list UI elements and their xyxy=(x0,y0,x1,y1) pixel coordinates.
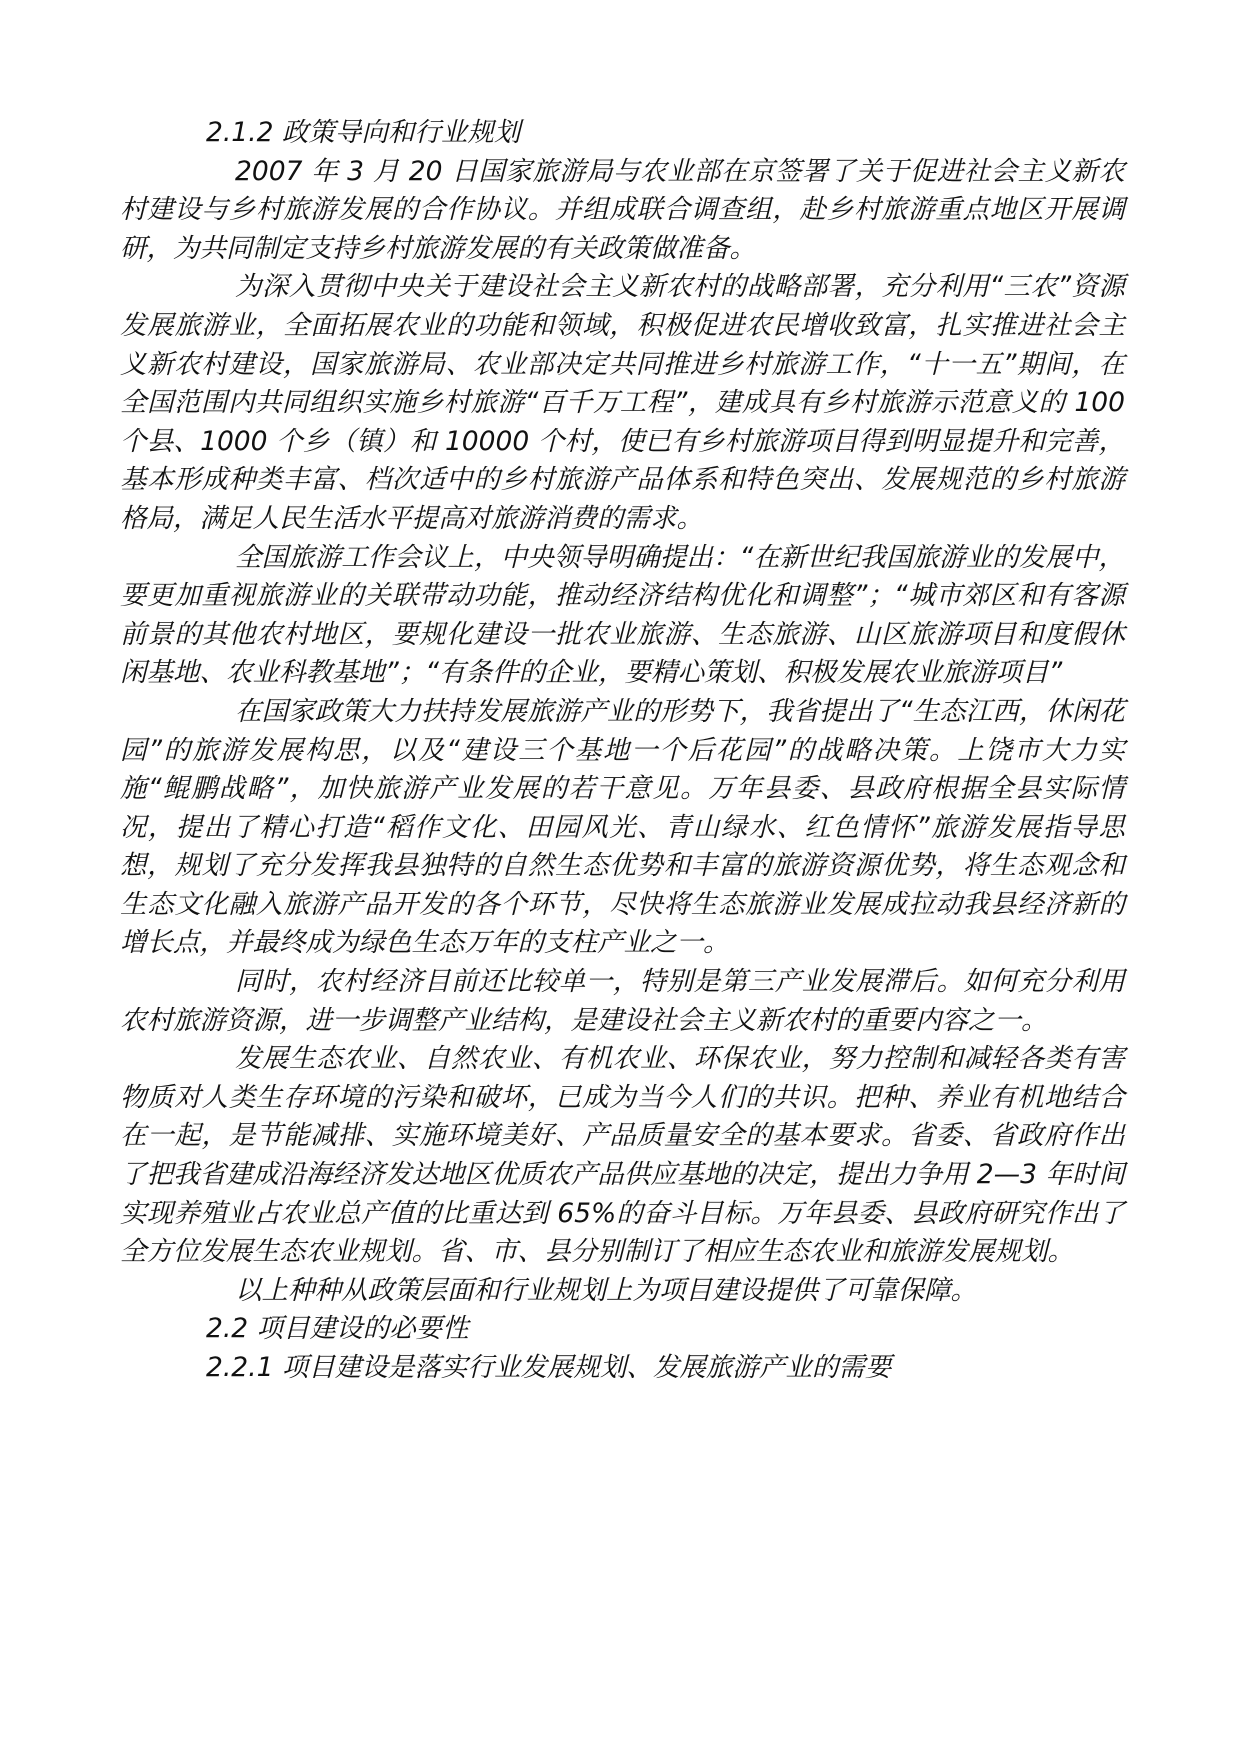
paragraph-national-conference: 全国旅游工作会议上，中央领导明确提出：“在新世纪我国旅游业的发展中，要更加重视旅游业的关联带动功能，推动经济结构优化和调整”；“城市郊区和有客源前景的其他农村地区，要规化建设一批农业旅游、生态旅游、山区旅游项目和度假休闲基地、农业科教基地”；“有条件的企业，要精心策划、积极发展农业旅游项目” xyxy=(120,541,1125,689)
paragraph-agreement: 2007 年 3 月 20 日国家旅游局与农业部在京签署了关于促进社会主义新农村建设与乡村旅游发展的合作协议。并组成联合调查组，赴乡村旅游重点地区开展调研，为共同制定支持乡村旅游发展的有关政策做准备。 xyxy=(120,155,1125,264)
paragraph-provincial-strategy: 在国家政策大力扶持发展旅游产业的形势下，我省提出了“生态江西，休闲花园”的旅游发展构思，以及“建设三个基地一个后花园”的战略决策。上饶市大力实施“鲲鹏战略”，加快旅游产业发展的若干意见。万年县委、县政府根据全县实际情况，提出了精心打造“稻作文化、田园风光、青山绿水、红色情怀”旅游发展指导思想，规划了充分发挥我县独特的自然生态优势和丰富的旅游资源优势，将生态观念和生态文化融入旅游产品开发的各个环节，尽快将生态旅游业发展成拉动我县经济新的增长点，并最终成为绿色生态万年的支柱产业之一。 xyxy=(120,695,1125,959)
section-heading-2-2: 2.2 项目建设的必要性 xyxy=(206,1313,469,1345)
paragraph-rural-tourism-project: 为深入贯彻中央关于建设社会主义新农村的战略部署，充分利用“三农”资源发展旅游业，全面拓展农业的功能和领域，积极促进农民增收致富，扎实推进社会主义新农村建设，国家旅游局、农业部决定共同推进乡村旅游工作，“十一五”期间，在全国范围内共同组织实施乡村旅游“百千万工程”，建成具有乡村旅游示范意义的 100 个县、1000 个乡（镇）和 10000 个村，使已有乡村旅游项目得到明显提升和完善，基本形成种类丰富、档次适中的乡村旅游产品体系和特色突出、发展规范的乡村旅游格局，满足人民生活水平提高对旅游消费的需求。 xyxy=(120,271,1125,534)
paragraph-policy-summary: 以上种种从政策层面和行业规划上为项目建设提供了可靠保障。 xyxy=(235,1274,977,1306)
section-heading-2-1-2: 2.1.2 政策导向和行业规划 xyxy=(206,117,521,148)
section-heading-2-2-1: 2.2.1 项目建设是落实行业发展规划、发展旅游产业的需要 xyxy=(206,1352,892,1383)
document-page xyxy=(120,114,1125,1388)
paragraph-ecological-agriculture: 发展生态农业、自然农业、有机农业、环保农业，努力控制和减轻各类有害物质对人类生存环境的污染和破坏，已成为当今人们的共识。把种、养业有机地结合在一起，是节能减排、实施环境美好、产品质量安全的基本要求。省委、省政府作出了把我省建成沿海经济发达地区优质农产品供应基地的决定，提出力争用 2—3 年时间实现养殖业占农业总产值的比重达到 65%的奋斗目标。万年县委、县政府研究作出了全方位发展生态农业规划。省、市、县分别制订了相应生态农业和旅游发展规划。 xyxy=(120,1043,1125,1268)
paragraph-rural-economy: 同时，农村经济目前还比较单一，特别是第三产业发展滞后。如何充分利用农村旅游资源，进一步调整产业结构，是建设社会主义新农村的重要内容之一。 xyxy=(120,966,1125,1036)
